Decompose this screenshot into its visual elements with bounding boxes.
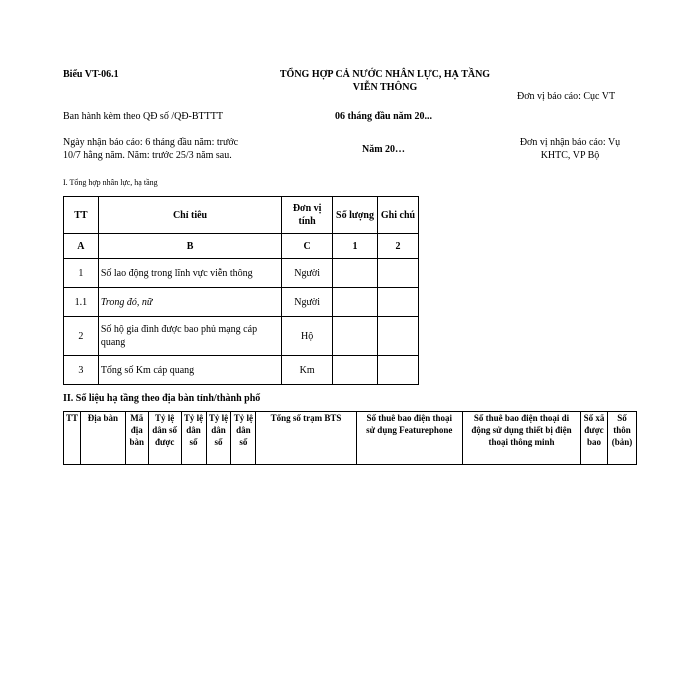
receiving-unit [505,136,635,162]
header-line: dân [186,425,201,435]
header-line: địa [130,425,143,435]
code-cell: A [64,234,99,259]
code-cell: 2 [377,234,418,259]
summary-table [63,196,419,385]
header-line: thoại thông minh [488,437,555,447]
row-chi-tieu-line-2: quang [100,337,126,348]
reporting-unit: Đơn vị báo cáo: Cục VT [517,91,616,102]
header-line: bao [586,437,601,447]
header-line: dân số [152,425,178,435]
row-ghi-chu[interactable] [377,288,418,317]
table-row [64,317,419,356]
header-line: Mã [130,413,144,423]
header-don-vi-line-2: tính [298,216,316,227]
row-ghi-chu[interactable] [377,259,418,288]
header-tt: TT [64,412,81,465]
code-cell: C [282,234,333,259]
header-line: số [214,437,223,447]
header-line: động sử dụng thiết bị điện [471,425,572,435]
row-chi-tieu: Số lao động trong lĩnh vực viễn thông [98,259,281,288]
province-table [63,411,637,465]
row-so-luong[interactable] [333,259,378,288]
table-row [64,259,419,288]
issued-with: Ban hành kèm theo QĐ số /QĐ-BTTTT [63,111,223,122]
row-chi-tieu: Trong đó, nữ [98,288,281,317]
header-ma-dia-ban [125,412,148,465]
title-line-1: TỔNG HỢP CẢ NƯỚC NHÂN LỰC, HẠ TẦNG [279,69,491,80]
header-line: Số [617,413,627,423]
row-tt: 1.1 [64,288,99,317]
receive-date-line-1: Ngày nhận báo cáo: 6 tháng đầu năm: trước [63,137,239,148]
table-header-row [64,197,419,234]
row-don-vi: Hộ [282,317,333,356]
period-half: 06 tháng đầu năm 20... [335,111,432,122]
table-row [64,356,419,385]
code-cell: 1 [333,234,378,259]
row-so-luong[interactable] [333,317,378,356]
row-ghi-chu[interactable] [377,317,418,356]
section1-title: I. Tổng hợp nhân lực, hạ tầng [63,178,158,187]
header-smartphone [463,412,581,465]
header-don-vi-line-1: Đơn vị [292,203,322,214]
header-featurephone [356,412,462,465]
row-tt: 3 [64,356,99,385]
header-ty-le-2 [181,412,206,465]
header-ty-le-1 [148,412,181,465]
header-line: Số xã [583,413,605,423]
header-ty-le-3 [206,412,231,465]
header-ghi-chu: Ghi chú [377,197,418,234]
code-row [64,234,419,259]
header-tt: TT [64,197,99,234]
header-so-luong: Số lượng [333,197,378,234]
header-line: số [189,437,198,447]
row-ghi-chu[interactable] [377,356,418,385]
form-code: Biểu VT-06.1 [63,69,119,80]
row-don-vi: Km [282,356,333,385]
header-line: sử dụng Featurephone [366,425,453,435]
header-line: Tỷ lệ [155,413,175,423]
header-line: bàn [129,437,144,447]
period-year: Năm 20… [362,144,406,155]
receive-date [63,136,238,162]
receive-date-line-2: 10/7 hằng năm. Năm: trước 25/3 năm sau. [63,150,232,161]
header-line: Tỷ lệ [208,413,229,423]
row-tt: 2 [64,317,99,356]
header-line: được [154,437,175,447]
row-chi-tieu [98,317,281,356]
header-line: số [239,437,248,447]
header-line: Tỷ lệ [183,413,204,423]
header-line: được [584,425,604,435]
header-line: dân [211,425,226,435]
row-chi-tieu: Tổng số Km cáp quang [98,356,281,385]
header-line: Tỷ lệ [233,413,254,423]
section2-title: II. Số liệu hạ tầng theo địa bàn tỉnh/thành phố [63,393,261,404]
header-don-vi [282,197,333,234]
header-line: Số thuê bao điện thoại [366,413,453,423]
header-so-thon [607,412,636,465]
header-ty-le-4 [231,412,256,465]
page-title [250,68,520,94]
code-cell: B [98,234,281,259]
header-so-xa [581,412,608,465]
title-line-2: VIỄN THÔNG [352,82,418,93]
receiving-unit-line-1: Đơn vị nhận báo cáo: Vụ [519,137,621,148]
row-don-vi: Người [282,259,333,288]
row-so-luong[interactable] [333,288,378,317]
header-chi-tieu: Chỉ tiêu [98,197,281,234]
receiving-unit-line-2: KHTC, VP Bộ [540,150,600,161]
row-so-luong[interactable] [333,356,378,385]
header-dia-ban: Địa bàn [81,412,126,465]
header-line: dân [236,425,251,435]
table-header-row [64,412,637,465]
header-bts: Tổng số trạm BTS [256,412,356,465]
row-chi-tieu-line-1: Số hộ gia đình được bao phủ mạng cáp [100,324,258,335]
header-line: thôn [613,425,631,435]
header-line: (bản) [611,437,633,447]
row-don-vi: Người [282,288,333,317]
header-line: Số thuê bao điện thoại di [473,413,570,423]
row-tt: 1 [64,259,99,288]
table-row [64,288,419,317]
